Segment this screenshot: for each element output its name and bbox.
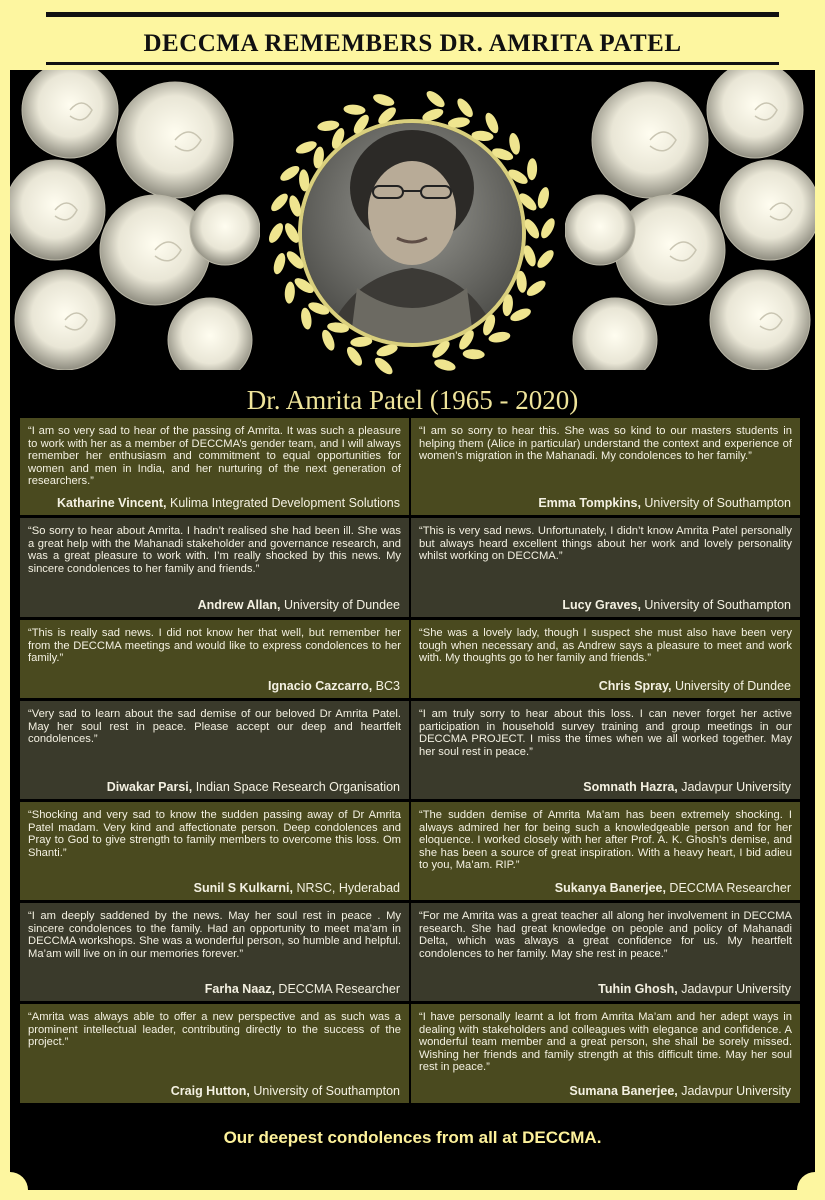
- tribute-quote: “For me Amrita was a great teacher all along her involvement in DECCMA research. She had great knowledge on people and policy of Mahanadi Delta, which was always a great confidence for us. My heartfelt condolences to her family. May she rest in peace.”: [419, 910, 792, 960]
- tribute-signature: [171, 1084, 400, 1098]
- tribute-affiliation: University of Dundee: [280, 598, 400, 612]
- tribute-quote: “I am truly sorry to hear about this loss. I can never forget her active participation in household survey training and group meetings in our DECCMA PROJECT. I miss the times when we all worked together. May her soul rest in peace.”: [419, 708, 792, 758]
- tribute-author: Sunil S Kulkarni,: [193, 881, 293, 895]
- tribute-affiliation: Jadavpur University: [677, 1084, 791, 1098]
- memorial-hero: [10, 70, 815, 415]
- tribute-quote: “She was a lovely lady, though I suspect she must also have been very tough when necessary and, as Andrew says a pleasure to meet and work with. My thoughts go to her family and friends.”: [419, 627, 792, 665]
- laurel-leaf: [278, 163, 302, 184]
- tribute-quote: “This is really sad news. I did not know her that well, but remember her from the DECCMA meetings and would like to express condolences to her family.”: [28, 627, 401, 665]
- tribute-card: [20, 701, 409, 799]
- page-title: DECCMA REMEMBERS DR. AMRITA PATEL: [143, 30, 682, 57]
- tribute-author: Somnath Hazra,: [583, 780, 678, 794]
- tribute-affiliation: DECCMA Researcher: [274, 982, 400, 996]
- tribute-author: Sukanya Banerjee,: [554, 881, 666, 895]
- tribute-affiliation: DECCMA Researcher: [665, 881, 791, 895]
- tribute-affiliation: BC3: [372, 679, 400, 693]
- tribute-quote: “The sudden demise of Amrita Ma’am has been extremely shocking. I always admired her for being such a knowledgeable person and for her eloquence. I worked closely with her after Prof. A. K. Ghosh’s demise, and she has been a source of great inspiration. With a heavy heart, I bid adieu to you, Ma’am. RIP.”: [419, 809, 792, 872]
- laurel-leaf: [527, 158, 538, 180]
- tribute-author: Tuhin Ghosh,: [598, 982, 678, 996]
- laurel-leaf: [462, 349, 484, 360]
- tribute-affiliation: NRSC, Hyderabad: [293, 881, 400, 895]
- header-rule-bottom: [46, 62, 779, 65]
- tribute-card: [411, 701, 800, 799]
- laurel-leaf: [317, 119, 340, 132]
- tribute-signature: [562, 598, 791, 612]
- tribute-quote: “I am deeply saddened by the news. May her soul rest in peace . My sincere condolences to the family. Had an opportunity to meet ma’am in DECCMA workshops. She was a wonderful person, so humble and helpful. Ma’am will live on in our memories forever.”: [28, 910, 401, 960]
- laurel-leaf: [433, 357, 457, 373]
- laurel-leaf: [372, 355, 395, 377]
- tribute-quote: “This is very sad news. Unfortunately, I didn’t know Amrita Patel personally but always heard excellent things about her work and lovely personality whilst working on DECCMA.”: [419, 525, 792, 563]
- tribute-author: Farha Naaz,: [204, 982, 275, 996]
- tribute-affiliation: Jadavpur University: [677, 982, 791, 996]
- tribute-signature: [107, 780, 400, 794]
- header-rule-top: [46, 12, 779, 17]
- tribute-card: [411, 620, 800, 698]
- laurel-leaf: [508, 132, 522, 156]
- tribute-signature: [268, 679, 400, 693]
- laurel-leaf: [454, 96, 475, 120]
- tribute-affiliation: Jadavpur University: [677, 780, 791, 794]
- corner-ornament: [10, 1172, 28, 1190]
- tribute-author: Diwakar Parsi,: [106, 780, 193, 794]
- tribute-author: Craig Hutton,: [170, 1084, 250, 1098]
- tribute-affiliation: University of Dundee: [671, 679, 791, 693]
- laurel-leaf: [272, 252, 288, 276]
- laurel-leaf: [284, 281, 296, 304]
- tribute-signature: [555, 881, 791, 895]
- tribute-author: Ignacio Cazcarro,: [268, 679, 373, 693]
- laurel-leaf: [266, 221, 286, 245]
- tribute-quote: “Very sad to learn about the sad demise of our beloved Dr Amrita Patel. May her soul rest in peace. Please accept our deep and heartfelt condolences.”: [28, 708, 401, 746]
- tribute-affiliation: Indian Space Research Organisation: [192, 780, 400, 794]
- laurel-leaf: [343, 104, 366, 116]
- tribute-affiliation: University of Southampton: [640, 496, 791, 510]
- tribute-quote: “I am so sorry to hear this. She was so kind to our masters students in helping them (Alice in particular) understand the context and experience of women’s migration in the Mahanadi. My condolences to her family.”: [419, 425, 792, 463]
- header-band: [0, 0, 825, 70]
- white-roses-left-image: [10, 70, 260, 370]
- tribute-card: [411, 418, 800, 515]
- tribute-card: [20, 1004, 409, 1103]
- laurel-leaf: [268, 191, 290, 214]
- tribute-card: [20, 620, 409, 698]
- laurel-wreath-portrait: [257, 78, 567, 388]
- tribute-signature: [198, 598, 400, 612]
- laurel-leaf: [372, 92, 396, 108]
- laurel-leaf: [300, 307, 313, 330]
- tribute-card: [20, 518, 409, 617]
- tribute-card: [411, 802, 800, 900]
- honoree-caption: Dr. Amrita Patel (1965 - 2020): [246, 385, 579, 415]
- tribute-card: [411, 518, 800, 617]
- tribute-quote: “So sorry to hear about Amrita. I hadn’t realised she had been ill. She was a great help with the Mahanadi stakeholder and governance research, and was a great pleasure to work with. I’m really shocked by this news. My sincere condolences to her family and friends.”: [28, 525, 401, 575]
- tribute-card: [20, 903, 409, 1001]
- laurel-leaf: [538, 216, 557, 240]
- tribute-signature: [583, 780, 791, 794]
- tribute-quote: “Amrita was always able to offer a new perspective and as such was a prominent intellectual leader, contributing directly to the success of the project.”: [28, 1011, 401, 1049]
- tribute-card: [411, 903, 800, 1001]
- laurel-leaf: [344, 344, 365, 368]
- white-roses-right-image: [565, 70, 815, 370]
- closing-message: Our deepest condolences from all at DECCMA.: [223, 1128, 602, 1147]
- tribute-author: Chris Spray,: [598, 679, 672, 693]
- tribute-card: [20, 418, 409, 515]
- tribute-signature: [569, 1084, 791, 1098]
- tribute-affiliation: Kulima Integrated Development Solutions: [166, 496, 400, 510]
- laurel-leaf: [535, 247, 557, 270]
- laurel-leaf: [424, 88, 447, 110]
- tribute-author: Andrew Allan,: [197, 598, 281, 612]
- tribute-signature: [599, 679, 791, 693]
- tribute-signature: [598, 982, 791, 996]
- laurel-leaf: [536, 186, 551, 210]
- laurel-leaf: [488, 330, 511, 344]
- tribute-quote: “Shocking and very sad to know the sudden passing away of Dr Amrita Patel madam. Very kind and affectionate person. Deep condolences and Pray to God to give strength to family members to overcome this loss. Om Shanti.”: [28, 809, 401, 859]
- tribute-signature: [194, 881, 400, 895]
- tribute-quote: “I have personally learnt a lot from Amrita Ma’am and her adept ways in dealing with stakeholders and colleagues with elegance and confidence. A wonderful team member and a great person, she shall be sorely missed. Wishing her friends and family strength at this difficult time. May her soul rest in peace.”: [419, 1011, 792, 1074]
- laurel-leaf: [524, 278, 548, 299]
- tribute-affiliation: University of Southampton: [640, 598, 791, 612]
- tribute-affiliation: University of Southampton: [249, 1084, 400, 1098]
- tribute-author: Lucy Graves,: [562, 598, 641, 612]
- tribute-author: Katharine Vincent,: [57, 496, 167, 510]
- tribute-signature: [57, 496, 400, 510]
- corner-ornament: [797, 1172, 815, 1190]
- tribute-quote: “I am so very sad to hear of the passing of Amrita. It was such a pleasure to work with her as a member of DECCMA’s gender team, and I will always remember her enthusiasm and commitment to equal opportunities for women and men in India, and her nurturing of the next generation of researchers.”: [28, 425, 401, 488]
- tribute-author: Sumana Banerjee,: [569, 1084, 678, 1098]
- tribute-signature: [538, 496, 791, 510]
- tribute-card: [20, 802, 409, 900]
- tribute-card: [411, 1004, 800, 1103]
- tribute-signature: [205, 982, 400, 996]
- tribute-author: Emma Tompkins,: [538, 496, 641, 510]
